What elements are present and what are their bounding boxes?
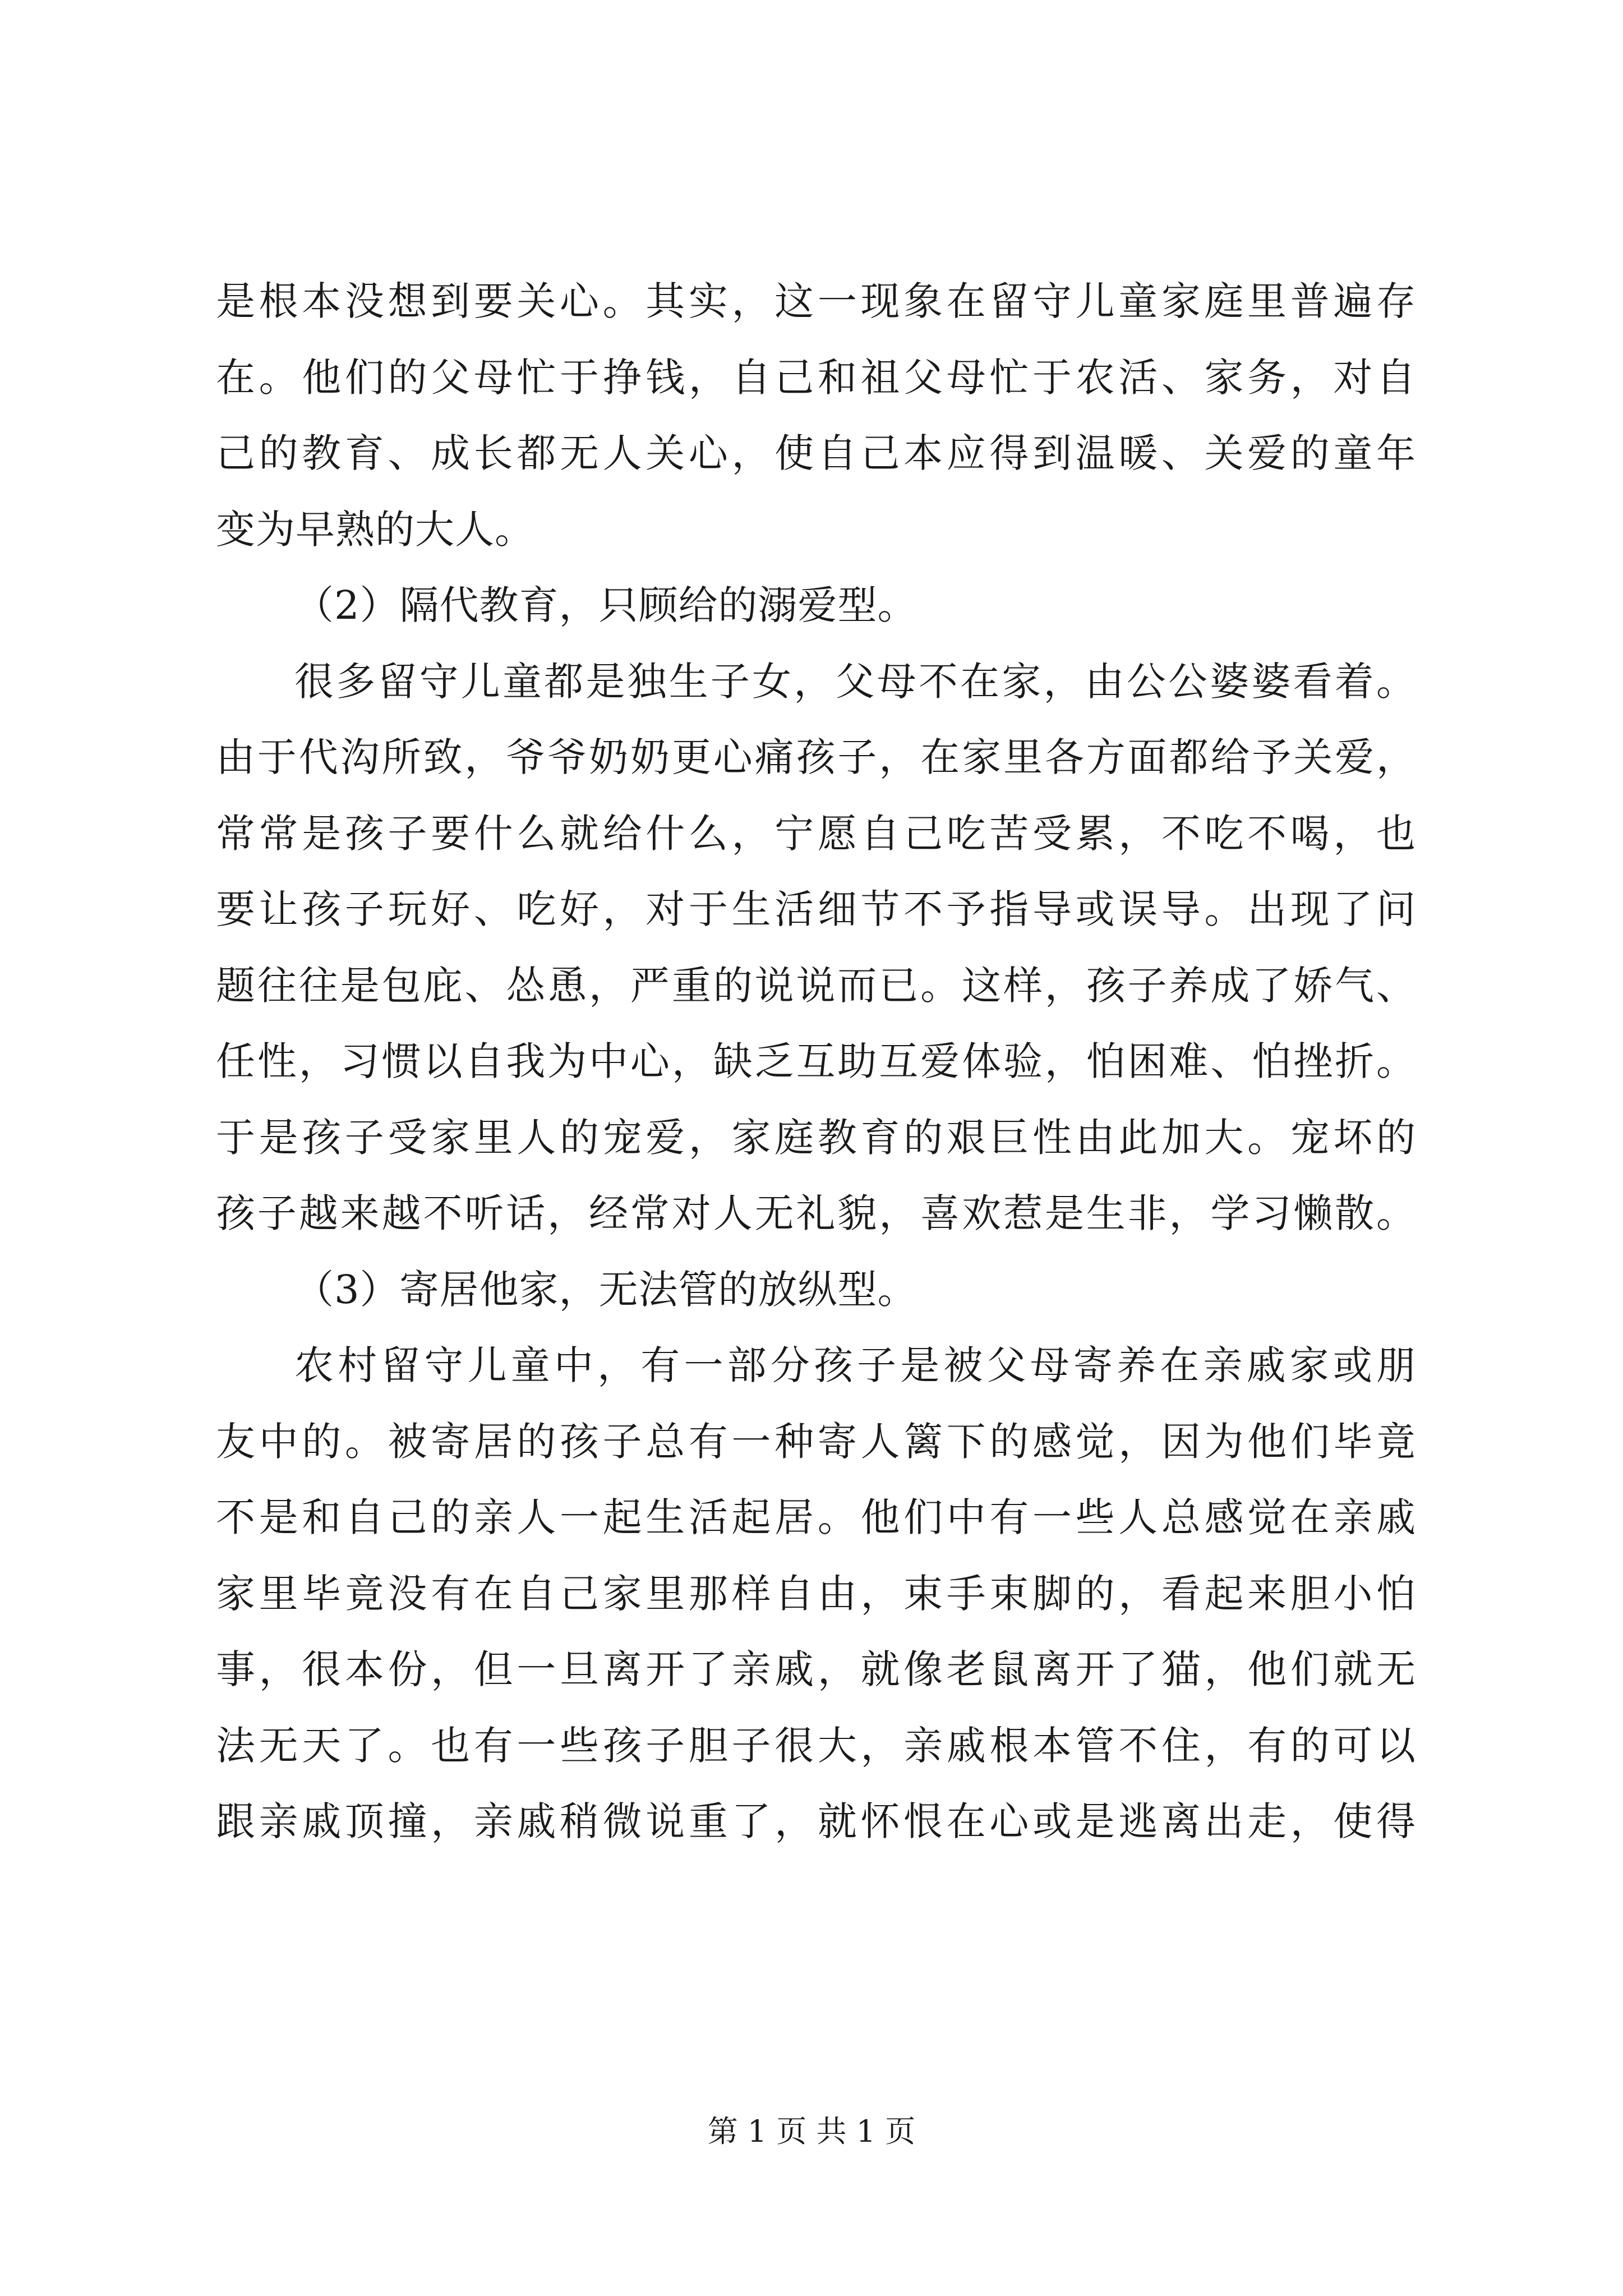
body-line: 跟亲戚顶撞，亲戚稍微说重了，就怀恨在心或是逃离出走，使得 [216,1798,1416,1844]
paragraph-first-line: 农村留守儿童中，有一部分孩子是被父母寄养在亲戚家或朋 [294,1342,1416,1388]
body-line: 友中的。被寄居的孩子总有一种寄人篱下的感觉，因为他们毕竟 [216,1418,1416,1465]
body-line: 常常是孩子要什么就给什么，宁愿自己吃苦受累，不吃不喝，也 [216,810,1416,857]
page-number-label: 第 1 页 共 1 页 [707,2114,916,2149]
body-line: 在。他们的父母忙于挣钱，自己和祖父母忙于农活、家务，对自 [216,354,1416,401]
body-line: 不是和自己的亲人一起生活起居。他们中有一些人总感觉在亲戚 [216,1494,1416,1540]
body-line: 是根本没想到要关心。其实，这一现象在留守儿童家庭里普遍存 [216,278,1416,324]
body-line: 要让孩子玩好、吃好，对于生活细节不予指导或误导。出现了问 [216,886,1416,932]
page-footer [0,2109,1623,2154]
body-line: 孩子越来越不听话，经常对人无礼貌，喜欢惹是生非，学习懒散。 [216,1190,1416,1236]
section-heading: （3）寄居他家，无法管的放纵型。 [294,1266,917,1313]
section-heading: （2）隔代教育，只顾给的溺爱型。 [294,582,917,628]
body-line: 事，很本份，但一旦离开了亲戚，就像老鼠离开了猫，他们就无 [216,1646,1416,1692]
body-line: 于是孩子受家里人的宠爱，家庭教育的艰巨性由此加大。宠坏的 [216,1114,1416,1161]
body-line: 任性，习惯以自我为中心，缺乏互助互爱体验，怕困难、怕挫折。 [216,1038,1416,1084]
paragraph-first-line: 很多留守儿童都是独生子女，父母不在家，由公公婆婆看着。 [294,658,1416,705]
body-line: 由于代沟所致，爷爷奶奶更心痛孩子，在家里各方面都给予关爱， [216,734,1416,780]
body-line: 题往往是包庇、怂恿，严重的说说而已。这样，孩子养成了娇气、 [216,962,1416,1009]
body-line: 法无天了。也有一些孩子胆子很大，亲戚根本管不住，有的可以 [216,1722,1416,1769]
body-line: 己的教育、成长都无人关心，使自己本应得到温暖、关爱的童年 [216,430,1416,476]
body-line: 家里毕竟没有在自己家里那样自由，束手束脚的，看起来胆小怕 [216,1570,1416,1617]
document-body [216,264,1416,1860]
body-line: 变为早熟的大人。 [216,506,534,553]
